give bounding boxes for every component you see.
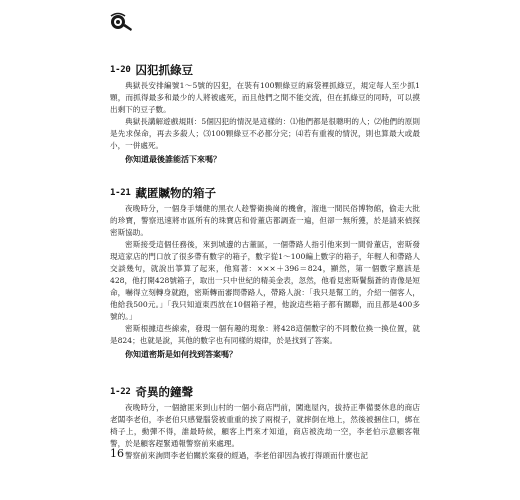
page-number: 16 [110, 447, 124, 460]
paragraph: 密斯接受這個任務後，來到城邊的古董區，一個帶路人指引他來到一間骨董店，密斯發現這家店的門口放了很多帶有數字的箱子，數字從1～100編上數字的箱子，年輕人和帶路人交談幾句，就說出箏算了起來，他寫著：×××＋396＝824，顯然，第一個數字應該是428，他打開428號箱子，取出一只中世紀的精美金表，忽然，他看見密斯鬢鬍蒼的青像是短命，嚇得立刻轉身就跑，密斯轉而審問帶路人，帶路人說：「我只是幫工的，介紹一個客人，他給我500元。」「我只知道東西放在10個箱子裡，他說這些箱子都有關聯，而且都是400多號的。」 [110, 240, 420, 321]
paragraph: 典獄長安排編號1～5號的囚犯，在裝有100顆綠豆的麻袋裡抓綠豆，規定每人至少抓1顆，而抓得最多和最少的人將被處死，而且他們之間不能交流，但在抓綠豆的同時，可以摸出剩下的豆子數。 [110, 81, 420, 114]
section-question: 你知道最後誰能活下來嗎？ [125, 155, 221, 164]
paragraph: 夜晚時分，一個身手矯健的黑衣人趁警衛換崗的機會，溜進一間民俗博物館，偷走大批的珍寶，警察迅速將市區所有的珠寶店和骨董店都調查一遍，但卻一無所獲，於是請來偵探密斯協助。 [110, 204, 420, 237]
paragraph: 密斯根據這些線索，發現一個有趣的現象：將428這個數字的不同數位換一換位置，就是824；也就是說，其他的數字也有同樣的規律，於是找到了答案。 [110, 324, 420, 345]
magnifier-logo-icon [109, 12, 139, 34]
section-question: 你知道密斯是如何找到答案嗎？ [125, 350, 237, 359]
paragraph: 夜晚時分，一個搶匪來到山村的一個小商店門前，闖進屋內，拔持正準備要休息的商店老闆李老伯，李老伯只感覺腦袋被重重的挨了兩棍子，就摔倒在地上，然後被捆住口，綁在椅子上，動彈不得，誰最時候，顧客上門來才知道，商店被洗劫一空，李老伯示意顧客報警，於是顧客趕緊通報警察前來處理。 [110, 403, 420, 448]
section-number: 1-20 [110, 65, 131, 75]
section-title: 囚犯抓綠豆 [135, 63, 193, 77]
section-heading [110, 60, 420, 80]
paragraph: 警察前來詢問李老伯關於案發的經過，李老伯卻因為被打得頭而什麼也記 [125, 451, 368, 460]
section-title: 藏匿贓物的箱子 [135, 186, 216, 200]
section-heading [110, 183, 420, 203]
section-number: 1-21 [110, 188, 131, 198]
section-heading [110, 382, 420, 402]
paragraph: 典獄長講解遊戲規則：5個囚犯的情況是這樣的：⑴他們都是很聰明的人；⑵他們的原則是先求保命，再去多殺人；⑶100顆綠豆不必都分完；⑷若有重複的情況，則也算最大或最小，一併處死。 [110, 117, 420, 150]
section-title: 奇異的鐘聲 [135, 385, 193, 399]
puzzle-section-1-21 [110, 183, 420, 360]
puzzle-section-1-20 [110, 60, 420, 165]
section-number: 1-22 [110, 387, 131, 397]
puzzle-section-1-22 [110, 382, 420, 462]
